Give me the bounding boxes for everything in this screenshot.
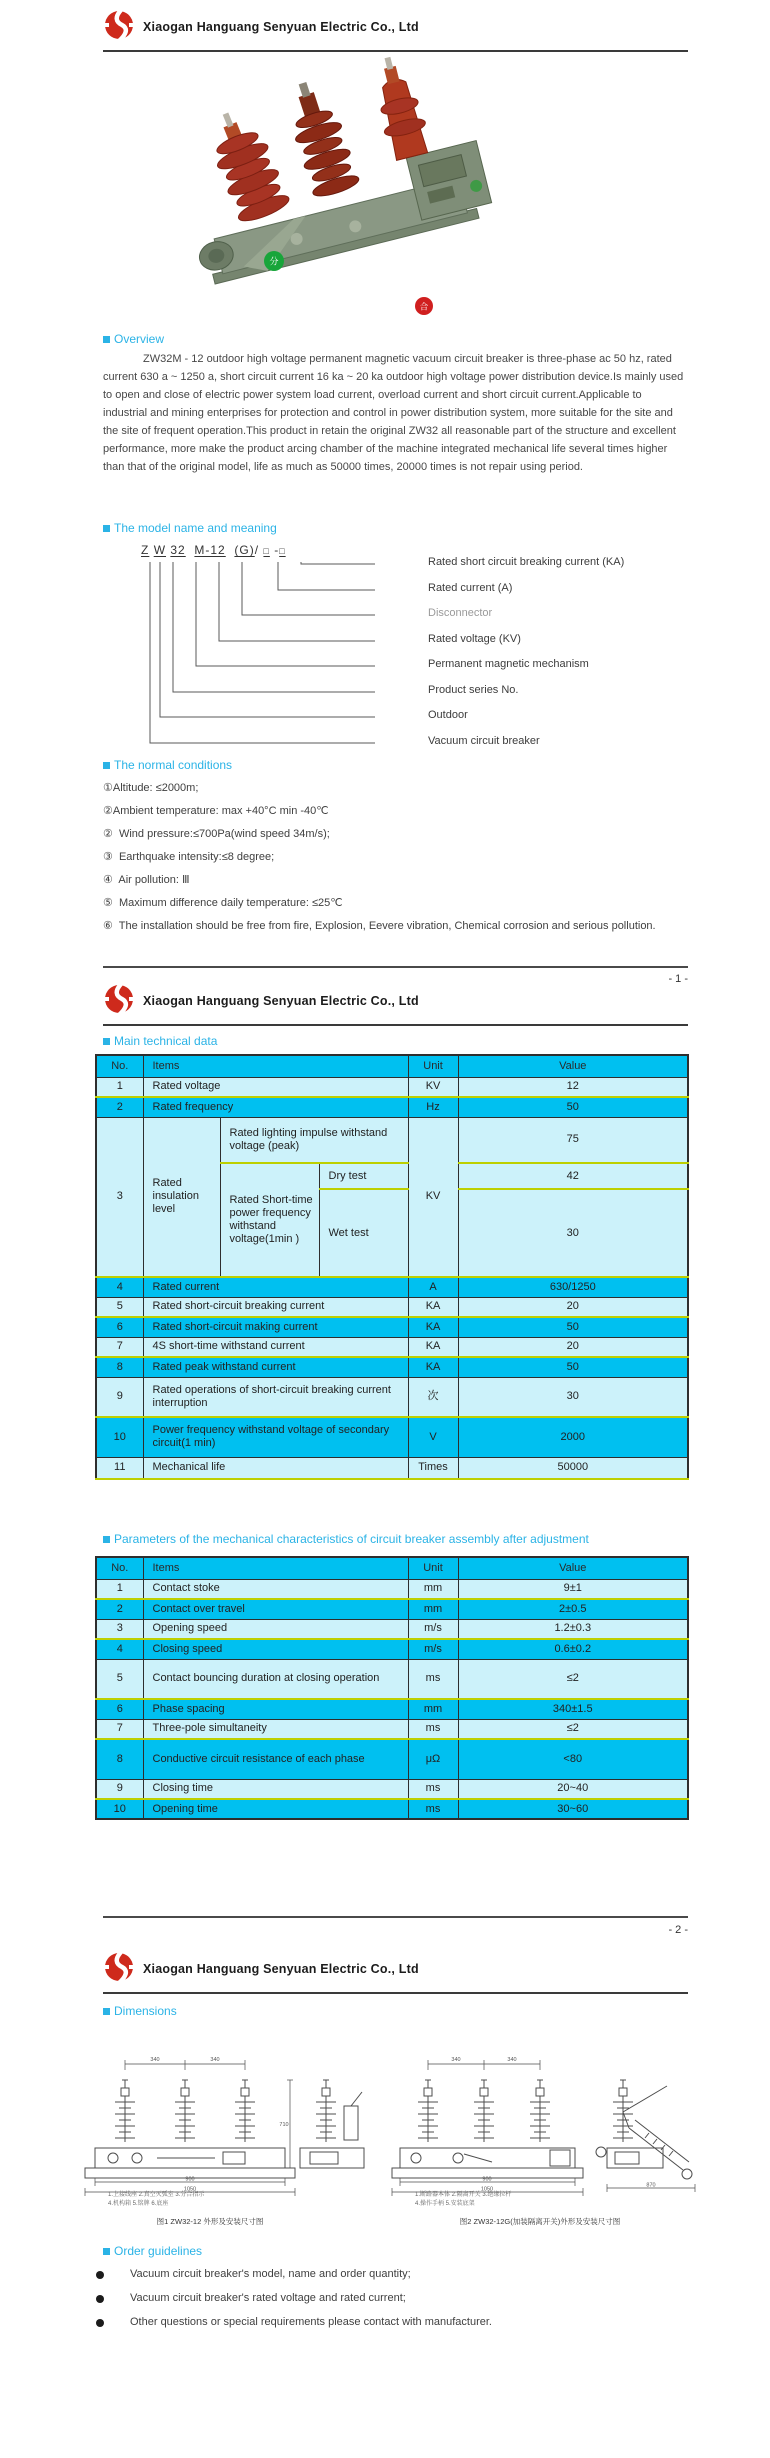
- company-logo-icon: [104, 984, 134, 1016]
- cell-no: 3: [96, 1619, 143, 1639]
- bullet-dot-icon: [96, 2295, 104, 2303]
- cell-no: 7: [96, 1337, 143, 1357]
- condition-item: ①Altitude: ≤2000m;: [103, 782, 199, 794]
- svg-text:340: 340: [210, 2057, 220, 2063]
- model-label: Rated short circuit breaking current (KA): [428, 556, 625, 568]
- table-row: [96, 1779, 688, 1799]
- company-name: Xiaogan Hanguang Senyuan Electric Co., Ltd: [143, 1962, 419, 1976]
- condition-item: ③ Earthquake intensity:≤8 degree;: [103, 851, 275, 863]
- col-value: Value: [458, 1055, 688, 1077]
- condition-item: ④ Air pollution: Ⅲ: [103, 874, 190, 886]
- page3-header: [0, 1952, 770, 2000]
- cell-value: 50: [458, 1357, 688, 1377]
- cell-value: 12: [458, 1077, 688, 1097]
- cell-unit: KA: [408, 1297, 458, 1317]
- table-row: [96, 1799, 688, 1819]
- cell-no: 10: [96, 1799, 143, 1819]
- fig1-caption: 图1 ZW32-12 外形及安装尺寸图: [156, 2217, 264, 2226]
- cell-value: 1.2±0.3: [458, 1619, 688, 1639]
- cell-no: 9: [96, 1779, 143, 1799]
- svg-text:900: 900: [185, 2176, 195, 2183]
- table-row: [96, 1377, 688, 1417]
- cell-unit: KA: [408, 1357, 458, 1377]
- company-logo-icon: [104, 10, 134, 42]
- svg-text:分: 分: [269, 256, 279, 267]
- table-header-row: [96, 1557, 688, 1579]
- company-name: Xiaogan Hanguang Senyuan Electric Co., Ltd: [143, 20, 419, 34]
- cell-unit: Hz: [408, 1097, 458, 1117]
- table-row: [96, 1317, 688, 1337]
- page2-header: [0, 984, 770, 1032]
- table-row: [96, 1739, 688, 1779]
- cell-value: 30~60: [458, 1799, 688, 1819]
- section-bullet-icon: [103, 336, 110, 343]
- table-row: [96, 1659, 688, 1699]
- col-no: No.: [96, 1557, 143, 1579]
- cell-unit: mm: [408, 1599, 458, 1619]
- svg-text:1050: 1050: [480, 2186, 494, 2193]
- cell-value: 30: [458, 1377, 688, 1417]
- model-label: Rated current (A): [428, 582, 513, 594]
- cell-no: 5: [96, 1297, 143, 1317]
- section-bullet-icon: [103, 525, 110, 532]
- svg-text:4.操作手柄 5.安装底架: 4.操作手柄 5.安装底架: [415, 2201, 475, 2207]
- cell-unit: m/s: [408, 1619, 458, 1639]
- cell-value: 30: [458, 1189, 688, 1277]
- table-row: [96, 1719, 688, 1739]
- cell-no: 1: [96, 1077, 143, 1097]
- cell-item: Mechanical life: [143, 1457, 408, 1479]
- section-bullet-icon: [103, 2248, 110, 2255]
- cell-item: Rated operations of short-circuit breaking current interruption: [143, 1377, 408, 1417]
- header-rule: [103, 1024, 688, 1026]
- section-bullet-icon: [103, 762, 110, 769]
- cell-unit: mm: [408, 1699, 458, 1719]
- fig2-front-view: [392, 2057, 583, 2196]
- bullet-dot-icon: [96, 2271, 104, 2279]
- open-indicator-badge: [264, 251, 284, 271]
- cell-short-time: Rated Short-time power frequency withstand voltage(1min ): [220, 1163, 319, 1277]
- table-header-row: [96, 1055, 688, 1077]
- dimension-drawings: [60, 2028, 715, 2233]
- col-no: No.: [96, 1055, 143, 1077]
- mechanical-parameters-table: [95, 1556, 689, 1820]
- dimensions-heading: Dimensions: [103, 2004, 177, 2018]
- overview-heading: Overview: [103, 332, 164, 346]
- table-row-insulation: [96, 1117, 688, 1163]
- fig1-parts-list: 1.上接线座 2.真空灭弧室 3.分合指示: [108, 2192, 205, 2198]
- cell-item: Rated current: [143, 1277, 408, 1297]
- cell-no: 1: [96, 1579, 143, 1599]
- cell-value: ≤2: [458, 1719, 688, 1739]
- cell-item: Rated insulation level: [143, 1117, 220, 1277]
- model-label: Rated voltage (KV): [428, 633, 521, 645]
- breaker-assembly-illustration: [170, 55, 495, 286]
- table-row: [96, 1619, 688, 1639]
- svg-text:710: 710: [279, 2122, 289, 2128]
- order-item: Vacuum circuit breaker's rated voltage and rated current;: [96, 2292, 686, 2304]
- cell-value: 2±0.5: [458, 1599, 688, 1619]
- condition-item: ⑤ Maximum difference daily temperature: ≤25℃: [103, 897, 343, 909]
- cell-unit: A: [408, 1277, 458, 1297]
- cell-unit: 次: [408, 1377, 458, 1417]
- tech-data-heading: Main technical data: [103, 1034, 217, 1048]
- fig2-side-view: [596, 2080, 695, 2192]
- col-items: Items: [143, 1557, 408, 1579]
- cell-value: 2000: [458, 1417, 688, 1457]
- section-bullet-icon: [103, 1038, 110, 1045]
- cell-no: 3: [96, 1117, 143, 1277]
- bullet-dot-icon: [96, 2319, 104, 2327]
- cell-item: Contact over travel: [143, 1599, 408, 1619]
- condition-item: ②Ambient temperature: max +40°C min -40℃: [103, 805, 329, 817]
- svg-text:1050: 1050: [183, 2186, 197, 2193]
- cell-value: 50000: [458, 1457, 688, 1479]
- cell-unit: V: [408, 1417, 458, 1457]
- cell-wet: Wet test: [319, 1189, 408, 1277]
- model-code: Z W 32 M-12 (G)/ □ -□: [141, 543, 286, 557]
- cell-item: Rated short-circuit breaking current: [143, 1297, 408, 1317]
- cell-unit: KA: [408, 1317, 458, 1337]
- cell-value: 75: [458, 1117, 688, 1163]
- order-item: Vacuum circuit breaker's model, name and order quantity;: [96, 2268, 686, 2280]
- cell-no: 9: [96, 1377, 143, 1417]
- product-photo: [170, 55, 530, 327]
- cell-unit: KV: [408, 1077, 458, 1097]
- cell-item: Contact bouncing duration at closing operation: [143, 1659, 408, 1699]
- cell-unit: μΩ: [408, 1739, 458, 1779]
- order-item: Other questions or special requirements please contact with manufacturer.: [96, 2316, 686, 2328]
- page1-footer-rule: [103, 966, 688, 968]
- cell-value: 50: [458, 1317, 688, 1337]
- svg-text:870: 870: [646, 2182, 656, 2189]
- condition-item: ② Wind pressure:≤700Pa(wind speed 34m/s);: [103, 828, 330, 840]
- cell-value: 0.6±0.2: [458, 1639, 688, 1659]
- cell-unit: Times: [408, 1457, 458, 1479]
- table-row: [96, 1699, 688, 1719]
- cell-no: 5: [96, 1659, 143, 1699]
- svg-text:340: 340: [507, 2057, 517, 2063]
- cell-item: Opening time: [143, 1799, 408, 1819]
- cell-value: ≤2: [458, 1659, 688, 1699]
- cell-no: 4: [96, 1639, 143, 1659]
- section-bullet-icon: [103, 1536, 110, 1543]
- close-indicator-badge: [415, 297, 433, 315]
- fig2-parts-list: 1.断路器本体 2.隔离开关 3.绝缘拉杆: [415, 2192, 512, 2198]
- svg-text:340: 340: [451, 2057, 461, 2063]
- model-label: Permanent magnetic mechanism: [428, 658, 589, 670]
- model-label: Vacuum circuit breaker: [428, 735, 540, 747]
- cell-no: 2: [96, 1097, 143, 1117]
- table-row: [96, 1337, 688, 1357]
- cell-item: Conductive circuit resistance of each phase: [143, 1739, 408, 1779]
- cell-value: 20: [458, 1337, 688, 1357]
- cell-no: 4: [96, 1277, 143, 1297]
- svg-text:900: 900: [482, 2176, 492, 2183]
- cell-value: 50: [458, 1097, 688, 1117]
- conditions-heading: The normal conditions: [103, 758, 232, 772]
- cell-item: Closing speed: [143, 1639, 408, 1659]
- col-items: Items: [143, 1055, 408, 1077]
- table-row: [96, 1579, 688, 1599]
- svg-text:合: 合: [419, 301, 429, 312]
- cell-item: Rated peak withstand current: [143, 1357, 408, 1377]
- mech-params-heading: Parameters of the mechanical characteristics of circuit breaker assembly after adjustment: [103, 1532, 589, 1546]
- table-row: [96, 1077, 688, 1097]
- page2-number: - 2 -: [668, 1924, 688, 1936]
- table-row: [96, 1457, 688, 1479]
- condition-item: ⑥ The installation should be free from fire, Explosion, Eevere vibration, Chemical corrosion and serious pollution.: [103, 920, 656, 932]
- cell-value: 9±1: [458, 1579, 688, 1599]
- cell-no: 2: [96, 1599, 143, 1619]
- cell-item: Phase spacing: [143, 1699, 408, 1719]
- col-value: Value: [458, 1557, 688, 1579]
- fig1-front-view: [85, 2057, 295, 2196]
- header-rule: [103, 1992, 688, 1994]
- cell-impulse: Rated lighting impulse withstand voltage (peak): [220, 1117, 408, 1163]
- cell-no: 6: [96, 1317, 143, 1337]
- cell-value: 340±1.5: [458, 1699, 688, 1719]
- model-label: Disconnector: [428, 607, 493, 619]
- header-rule: [103, 50, 688, 52]
- cell-unit: ms: [408, 1719, 458, 1739]
- page2-footer-rule: [103, 1916, 688, 1918]
- table-row: [96, 1097, 688, 1117]
- table-row: [96, 1417, 688, 1457]
- cell-unit: ms: [408, 1659, 458, 1699]
- cell-item: Rated voltage: [143, 1077, 408, 1097]
- overview-paragraph: ZW32M - 12 outdoor high voltage permanent magnetic vacuum circuit breaker is three-phase ac 50 hz, rated current 630 a ~ 1250 a, short circuit current 16 ka ~ 20 ka outdoor high voltage power distribution device.Is mainly used to open and close of electric power system load current, overload current and short circuit current.Applicable to industrial and mining enterprises for protection and control in power distribution system, more suitable for the site and the site of frequent operation.This product in retain the original ZW32 all reasonable part of the structure and excellent performance, more make the product arcing chamber of the machine integrated mechanical life several times higher than that of the original model, life as much as 50000 times, 20000 times is not repair using period.: [103, 353, 684, 473]
- model-heading: The model name and meaning: [103, 521, 277, 535]
- section-bullet-icon: [103, 2008, 110, 2015]
- col-unit: Unit: [408, 1557, 458, 1579]
- cell-dry: Dry test: [319, 1163, 408, 1189]
- fig1-side-view: [279, 2080, 364, 2168]
- cell-unit: m/s: [408, 1639, 458, 1659]
- table-row: [96, 1277, 688, 1297]
- cell-value: 42: [458, 1163, 688, 1189]
- cell-value: 20~40: [458, 1779, 688, 1799]
- cell-no: 7: [96, 1719, 143, 1739]
- cell-item: Power frequency withstand voltage of secondary circuit(1 min): [143, 1417, 408, 1457]
- svg-text:340: 340: [150, 2057, 160, 2063]
- cell-unit: ms: [408, 1779, 458, 1799]
- cell-item: Closing time: [143, 1779, 408, 1799]
- model-label: Outdoor: [428, 709, 468, 721]
- cell-item: Contact stoke: [143, 1579, 408, 1599]
- cell-unit: KA: [408, 1337, 458, 1357]
- cell-value: 20: [458, 1297, 688, 1317]
- cell-unit: KV: [408, 1117, 458, 1277]
- table-row: [96, 1357, 688, 1377]
- cell-no: 8: [96, 1357, 143, 1377]
- cell-item: Three-pole simultaneity: [143, 1719, 408, 1739]
- col-unit: Unit: [408, 1055, 458, 1077]
- page1-number: - 1 -: [668, 973, 688, 985]
- page1-header: [0, 10, 770, 58]
- cell-item: Opening speed: [143, 1619, 408, 1639]
- main-technical-data-table: [95, 1054, 689, 1480]
- cell-no: 11: [96, 1457, 143, 1479]
- svg-text:4.机构箱 5.铭牌 6.底座: 4.机构箱 5.铭牌 6.底座: [108, 2201, 169, 2207]
- table-row: [96, 1639, 688, 1659]
- cell-no: 10: [96, 1417, 143, 1457]
- cell-value: <80: [458, 1739, 688, 1779]
- cell-value: 630/1250: [458, 1277, 688, 1297]
- table-row: [96, 1297, 688, 1317]
- cell-no: 8: [96, 1739, 143, 1779]
- fig2-caption: 图2 ZW32-12G(加装隔离开关)外形及安装尺寸图: [459, 2217, 621, 2226]
- cell-unit: ms: [408, 1799, 458, 1819]
- order-heading: Order guidelines: [103, 2244, 202, 2258]
- cell-unit: mm: [408, 1579, 458, 1599]
- model-label: Product series No.: [428, 684, 519, 696]
- cell-item: Rated frequency: [143, 1097, 408, 1117]
- table-row: [96, 1599, 688, 1619]
- cell-item: 4S short-time withstand current: [143, 1337, 408, 1357]
- cell-item: Rated short-circuit making current: [143, 1317, 408, 1337]
- cell-no: 6: [96, 1699, 143, 1719]
- company-name: Xiaogan Hanguang Senyuan Electric Co., Ltd: [143, 994, 419, 1008]
- company-logo-icon: [104, 1952, 134, 1984]
